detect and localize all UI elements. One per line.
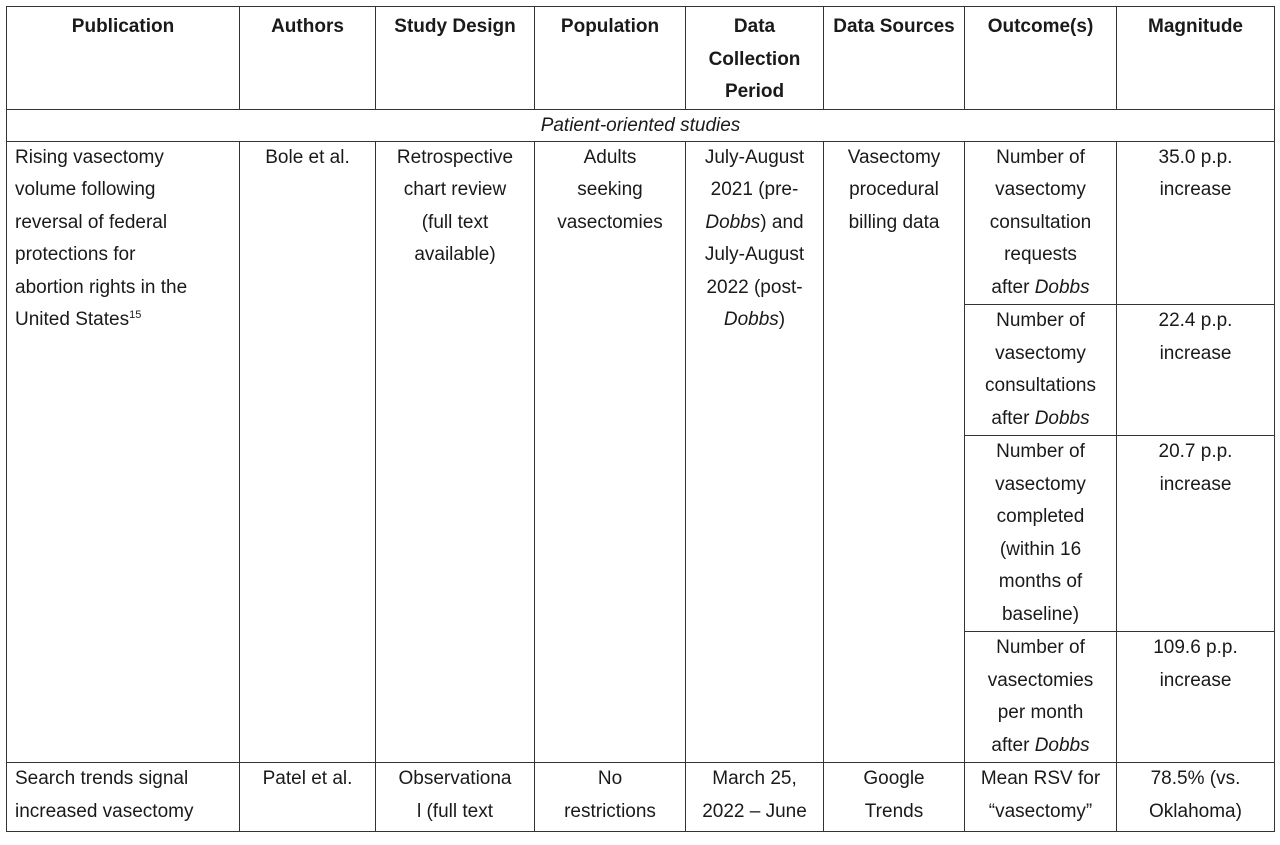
population-line: seeking <box>577 179 643 200</box>
population-line: vasectomies <box>557 211 663 233</box>
period-line: 2022 (post- <box>706 276 803 298</box>
publication-line: Rising vasectomy <box>15 146 164 168</box>
cell-population <box>535 141 686 763</box>
period-line: July-August <box>704 244 805 265</box>
studies-table <box>6 6 1275 832</box>
data-sources-line: Google <box>863 768 925 789</box>
cell-period <box>686 763 824 832</box>
study-design-line: Observationa <box>398 768 512 789</box>
magnitude-line: 109.6 p.p. <box>1153 637 1238 658</box>
outcome-line: vasectomy <box>995 179 1086 200</box>
cell-data-sources <box>824 141 965 763</box>
outcome-line: “vasectomy” <box>988 800 1093 822</box>
outcome-line <box>973 730 1108 763</box>
period-line <box>694 304 815 337</box>
cell-outcome <box>965 436 1117 632</box>
outcome-text: after <box>991 734 1035 756</box>
table-row <box>7 141 1275 305</box>
header-magnitude: Magnitude <box>1117 7 1275 110</box>
outcome-line: Number of <box>996 146 1085 168</box>
study-design-line: available) <box>414 244 496 265</box>
header-period-line: Collection <box>708 48 801 70</box>
cell-data-sources <box>824 763 965 832</box>
magnitude-line: increase <box>1159 179 1232 200</box>
outcome-line: requests <box>1004 244 1077 265</box>
outcome-line <box>973 272 1108 305</box>
study-design-line: chart review <box>403 179 507 200</box>
header-authors: Authors <box>240 7 376 110</box>
outcome-line: Number of <box>996 310 1085 331</box>
outcome-line: vasectomies <box>987 669 1094 691</box>
cell-publication <box>7 763 240 832</box>
outcome-line: (within 16 <box>999 538 1082 560</box>
period-line <box>694 207 815 240</box>
population-line: No <box>597 768 623 789</box>
data-sources-line: billing data <box>848 211 940 233</box>
outcome-italic: Dobbs <box>1034 734 1090 756</box>
header-outcomes: Outcome(s) <box>965 7 1117 110</box>
header-row <box>7 7 1275 110</box>
outcome-line: Number of <box>996 637 1085 658</box>
period-line: March 25, <box>712 768 797 789</box>
outcome-line: completed <box>996 506 1085 527</box>
header-data-collection-period <box>686 7 824 110</box>
outcome-line: baseline) <box>1001 603 1080 625</box>
cell-magnitude <box>1117 632 1275 763</box>
study-design-line: Retrospective <box>396 146 514 168</box>
outcome-line: months of <box>998 571 1083 592</box>
cell-magnitude <box>1117 305 1275 436</box>
period-text: ) and <box>760 211 804 233</box>
cell-study-design <box>376 763 535 832</box>
population-line: Adults <box>583 146 637 168</box>
outcome-line: per month <box>997 702 1084 723</box>
cell-magnitude <box>1117 436 1275 632</box>
period-line: 2021 (pre- <box>710 179 799 200</box>
header-population: Population <box>535 7 686 110</box>
section-row <box>7 109 1275 141</box>
study-design-line: l (full text <box>416 800 494 822</box>
magnitude-line: 78.5% (vs. <box>1150 768 1241 789</box>
cell-period <box>686 141 824 763</box>
period-line: 2022 – June <box>702 800 807 822</box>
outcome-line: vasectomy <box>995 342 1086 364</box>
header-publication: Publication <box>7 7 240 110</box>
outcome-line: consultation <box>989 211 1092 233</box>
table-row <box>7 763 1275 832</box>
magnitude-line: Oklahoma) <box>1149 800 1242 822</box>
outcome-line: Mean RSV for <box>980 768 1101 789</box>
period-italic: Dobbs <box>705 211 761 233</box>
cell-magnitude <box>1117 141 1275 305</box>
data-sources-line: Vasectomy <box>847 146 941 168</box>
data-sources-line: procedural <box>849 179 939 200</box>
outcome-line: vasectomy <box>995 473 1086 495</box>
data-sources-line: Trends <box>864 800 924 822</box>
study-design-line: (full text <box>421 211 489 233</box>
cell-study-design <box>376 141 535 763</box>
magnitude-line: increase <box>1159 342 1232 364</box>
cell-authors: Patel et al. <box>240 763 376 832</box>
outcome-line: consultations <box>985 375 1096 396</box>
header-study-design: Study Design <box>376 7 535 110</box>
reference-superscript: 15 <box>129 309 142 321</box>
header-period-line: Data <box>733 16 776 37</box>
magnitude-line: 35.0 p.p. <box>1158 146 1233 168</box>
magnitude-line: 20.7 p.p. <box>1158 441 1233 462</box>
section-label: Patient-oriented studies <box>7 109 1275 141</box>
cell-outcome <box>965 305 1117 436</box>
outcome-line: Number of <box>996 441 1085 462</box>
publication-line: reversal of federal <box>15 211 168 233</box>
magnitude-line: increase <box>1159 669 1232 691</box>
cell-outcome <box>965 141 1117 305</box>
cell-population <box>535 763 686 832</box>
outcome-italic: Dobbs <box>1034 407 1090 429</box>
cell-outcome <box>965 632 1117 763</box>
period-text: ) <box>778 309 786 330</box>
cell-publication <box>7 141 240 763</box>
publication-last-text: United States <box>15 309 130 330</box>
publication-line: protections for <box>15 244 136 265</box>
outcome-text: after <box>991 407 1035 429</box>
publication-line: increased vasectomy <box>15 800 194 822</box>
header-period-line: Period <box>724 81 785 102</box>
outcome-line <box>973 403 1108 436</box>
publication-line: abortion rights in the <box>15 276 188 298</box>
publication-line: Search trends signal <box>15 768 189 789</box>
magnitude-line: 22.4 p.p. <box>1158 310 1233 331</box>
period-italic: Dobbs <box>723 309 779 330</box>
period-line: July-August <box>704 146 805 168</box>
cell-outcome <box>965 763 1117 832</box>
header-data-sources: Data Sources <box>824 7 965 110</box>
cell-authors: Bole et al. <box>240 141 376 763</box>
outcome-text: after <box>991 276 1035 298</box>
magnitude-line: increase <box>1159 473 1232 495</box>
outcome-italic: Dobbs <box>1034 276 1090 298</box>
population-line: restrictions <box>564 800 656 822</box>
publication-line: volume following <box>15 179 156 200</box>
cell-magnitude <box>1117 763 1275 832</box>
publication-line <box>15 304 231 337</box>
